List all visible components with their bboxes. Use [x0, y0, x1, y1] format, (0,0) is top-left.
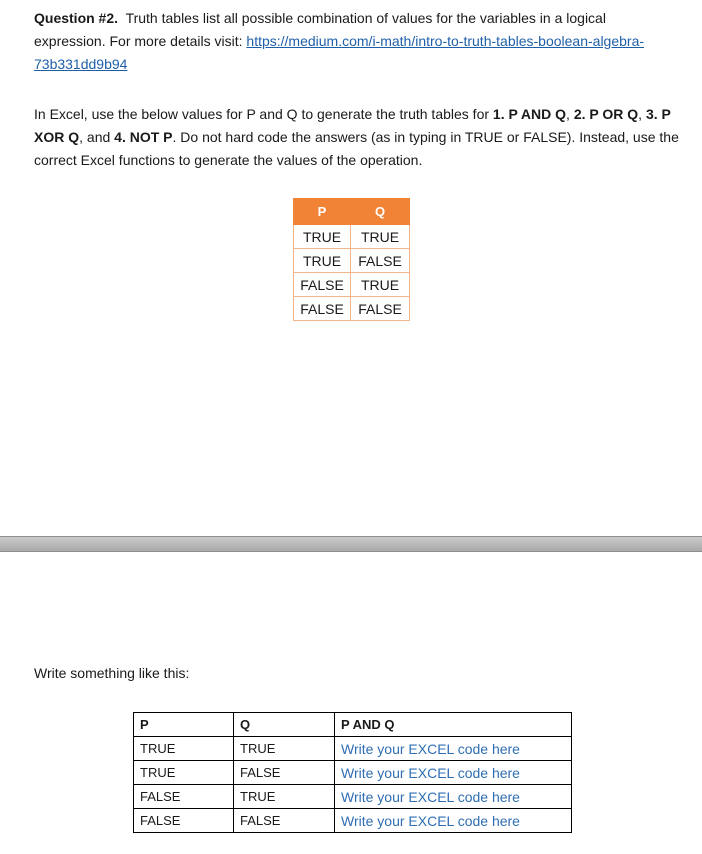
cell: TRUE: [234, 737, 335, 761]
cell: FALSE: [351, 297, 410, 321]
sep: ,: [638, 106, 646, 122]
cell: FALSE: [134, 785, 234, 809]
instructions-paragraph: [34, 103, 679, 172]
values-table: [293, 198, 410, 321]
table-row: [134, 737, 572, 761]
header-q: Q: [351, 199, 410, 225]
op-xor: 3. P XOR Q: [34, 106, 671, 145]
code-cell: Write your EXCEL code here: [335, 809, 572, 833]
code-cell: Write your EXCEL code here: [335, 737, 572, 761]
cell: FALSE: [234, 761, 335, 785]
question-label: Question #2.: [34, 10, 119, 26]
code-cell: Write your EXCEL code here: [335, 761, 572, 785]
op-and: 1. P AND Q: [492, 106, 567, 122]
cell: FALSE: [134, 809, 234, 833]
header-p-and-q: P AND Q: [335, 713, 572, 737]
cell: FALSE: [294, 297, 351, 321]
table-row: [294, 225, 410, 249]
example-intro: Write something like this:: [34, 665, 190, 681]
cell: TRUE: [134, 737, 234, 761]
instructions-text-end: . Do not hard code the answers (as in typing in TRUE or FALSE). Instead, use the correct Excel functions to generate the values of the operation.: [34, 129, 679, 168]
cell: TRUE: [351, 225, 410, 249]
op-or: 2. P OR Q: [573, 106, 639, 122]
table-row: [294, 273, 410, 297]
op-not: 4. NOT P: [114, 129, 173, 145]
cell: FALSE: [234, 809, 335, 833]
cell: TRUE: [294, 225, 351, 249]
table-row: [134, 785, 572, 809]
table-row: [134, 761, 572, 785]
code-cell: Write your EXCEL code here: [335, 785, 572, 809]
header-p: P: [134, 713, 234, 737]
cell: TRUE: [234, 785, 335, 809]
table-row: [294, 297, 410, 321]
instructions-text: In Excel, use the below values for P and Q to generate the truth tables for: [34, 106, 493, 122]
cell: TRUE: [294, 249, 351, 273]
question-text: Truth tables list all possible combination of values for the variables in a logical expression. For more details visit:: [34, 10, 606, 49]
table-row: [294, 249, 410, 273]
header-q: Q: [234, 713, 335, 737]
reference-link[interactable]: https://medium.com/i-math/intro-to-truth-tables-boolean-algebra-73b331dd9b94: [34, 33, 645, 72]
sep: , and: [79, 129, 115, 145]
table-header-row: [134, 713, 572, 737]
header-p: P: [294, 199, 351, 225]
question-paragraph: [34, 7, 674, 76]
page-divider: [0, 536, 702, 552]
sep: ,: [566, 106, 574, 122]
cell: FALSE: [294, 273, 351, 297]
table-row: [134, 809, 572, 833]
cell: FALSE: [351, 249, 410, 273]
example-table: [133, 712, 572, 833]
cell: TRUE: [134, 761, 234, 785]
cell: TRUE: [351, 273, 410, 297]
